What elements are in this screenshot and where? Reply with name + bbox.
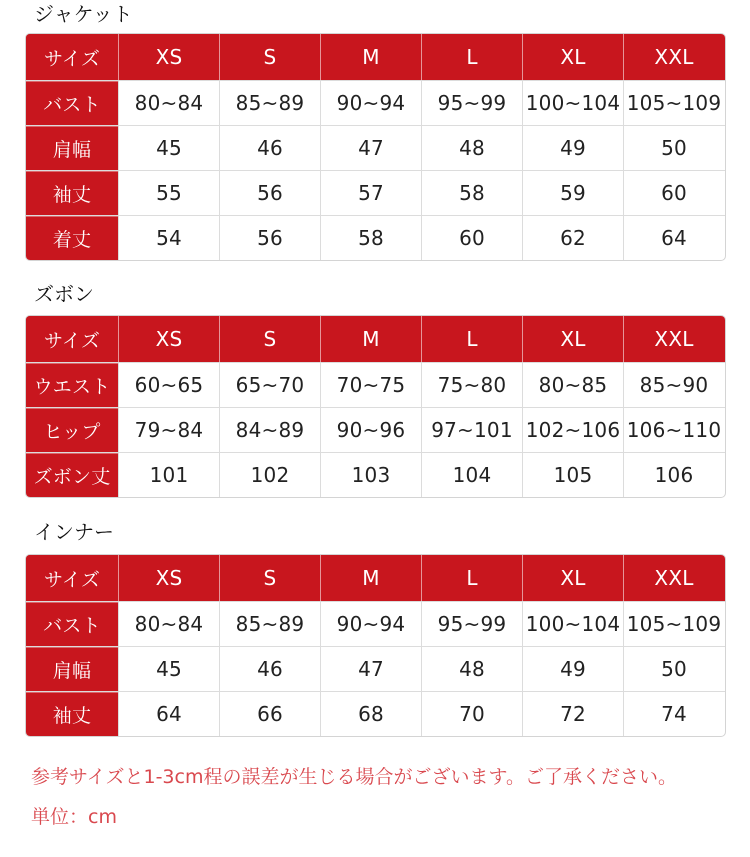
- table-cell: 79~84: [118, 408, 219, 452]
- row-label: 着丈: [26, 216, 118, 260]
- header-label: サイズ: [26, 316, 118, 362]
- table-cell: 90~94: [320, 81, 421, 125]
- table-cell: 72: [522, 692, 623, 736]
- section-title-pants: ズボン: [34, 282, 94, 306]
- header-size: XXL: [623, 316, 724, 362]
- table-row: [26, 170, 725, 215]
- table-cell: 46: [219, 647, 320, 691]
- header-size: XS: [118, 316, 219, 362]
- header-size: XS: [118, 34, 219, 80]
- size-disclaimer-note: 参考サイズと1-3cm程の誤差が生じる場合がございます。ご了承ください。: [31, 766, 677, 788]
- size-table-pants: [25, 315, 726, 498]
- row-label: 袖丈: [26, 171, 118, 215]
- row-label: バスト: [26, 81, 118, 125]
- table-cell: 102~106: [522, 408, 623, 452]
- table-cell: 95~99: [421, 602, 522, 646]
- header-size: XL: [522, 316, 623, 362]
- header-size: S: [219, 34, 320, 80]
- table-cell: 75~80: [421, 363, 522, 407]
- row-label: ズボン丈: [26, 453, 118, 497]
- table-cell: 60~65: [118, 363, 219, 407]
- table-row: [26, 452, 725, 497]
- table-cell: 80~84: [118, 602, 219, 646]
- header-size: XL: [522, 34, 623, 80]
- table-cell: 85~89: [219, 81, 320, 125]
- header-size: S: [219, 555, 320, 601]
- table-row: [26, 80, 725, 125]
- table-cell: 105~109: [623, 81, 724, 125]
- header-size: M: [320, 555, 421, 601]
- row-label: 袖丈: [26, 692, 118, 736]
- table-cell: 49: [522, 647, 623, 691]
- table-cell: 102: [219, 453, 320, 497]
- header-label: サイズ: [26, 34, 118, 80]
- table-cell: 106: [623, 453, 724, 497]
- header-size: M: [320, 316, 421, 362]
- row-label: ヒップ: [26, 408, 118, 452]
- size-table-inner: [25, 554, 726, 737]
- table-cell: 50: [623, 126, 724, 170]
- table-row: [26, 362, 725, 407]
- table-cell: 45: [118, 126, 219, 170]
- table-row: [26, 646, 725, 691]
- header-size: M: [320, 34, 421, 80]
- header-size: XL: [522, 555, 623, 601]
- table-cell: 66: [219, 692, 320, 736]
- unit-note: 単位：cm: [31, 806, 117, 828]
- table-cell: 105~109: [623, 602, 724, 646]
- table-cell: 56: [219, 216, 320, 260]
- table-cell: 56: [219, 171, 320, 215]
- table-cell: 74: [623, 692, 724, 736]
- table-cell: 70~75: [320, 363, 421, 407]
- row-label: ウエスト: [26, 363, 118, 407]
- row-label: 肩幅: [26, 126, 118, 170]
- table-cell: 64: [118, 692, 219, 736]
- table-cell: 64: [623, 216, 724, 260]
- table-cell: 48: [421, 647, 522, 691]
- section-title-jacket: ジャケット: [34, 2, 133, 26]
- table-cell: 68: [320, 692, 421, 736]
- header-size: L: [421, 34, 522, 80]
- row-label: 肩幅: [26, 647, 118, 691]
- table-cell: 60: [421, 216, 522, 260]
- table-cell: 103: [320, 453, 421, 497]
- table-cell: 105: [522, 453, 623, 497]
- table-cell: 48: [421, 126, 522, 170]
- table-cell: 104: [421, 453, 522, 497]
- table-cell: 59: [522, 171, 623, 215]
- table-cell: 90~94: [320, 602, 421, 646]
- table-row: [26, 601, 725, 646]
- table-cell: 58: [421, 171, 522, 215]
- table-cell: 50: [623, 647, 724, 691]
- table-row: [26, 407, 725, 452]
- header-size: XS: [118, 555, 219, 601]
- table-row: [26, 125, 725, 170]
- table-row: [26, 215, 725, 260]
- table-cell: 100~104: [522, 602, 623, 646]
- header-size: L: [421, 555, 522, 601]
- table-cell: 47: [320, 647, 421, 691]
- section-title-inner: インナー: [34, 520, 114, 544]
- table-cell: 101: [118, 453, 219, 497]
- table-cell: 84~89: [219, 408, 320, 452]
- table-cell: 106~110: [623, 408, 724, 452]
- table-cell: 46: [219, 126, 320, 170]
- table-header-row: [26, 555, 725, 601]
- table-cell: 85~90: [623, 363, 724, 407]
- table-cell: 95~99: [421, 81, 522, 125]
- header-size: XXL: [623, 555, 724, 601]
- header-size: S: [219, 316, 320, 362]
- table-cell: 62: [522, 216, 623, 260]
- header-size: L: [421, 316, 522, 362]
- size-table-jacket: [25, 33, 726, 261]
- table-cell: 54: [118, 216, 219, 260]
- table-header-row: [26, 316, 725, 362]
- table-cell: 47: [320, 126, 421, 170]
- table-cell: 80~85: [522, 363, 623, 407]
- table-cell: 60: [623, 171, 724, 215]
- table-cell: 100~104: [522, 81, 623, 125]
- table-header-row: [26, 34, 725, 80]
- table-cell: 57: [320, 171, 421, 215]
- table-cell: 70: [421, 692, 522, 736]
- table-cell: 49: [522, 126, 623, 170]
- table-row: [26, 691, 725, 736]
- table-cell: 45: [118, 647, 219, 691]
- table-cell: 58: [320, 216, 421, 260]
- table-cell: 55: [118, 171, 219, 215]
- table-cell: 90~96: [320, 408, 421, 452]
- table-cell: 80~84: [118, 81, 219, 125]
- table-cell: 85~89: [219, 602, 320, 646]
- header-size: XXL: [623, 34, 724, 80]
- table-cell: 97~101: [421, 408, 522, 452]
- table-cell: 65~70: [219, 363, 320, 407]
- header-label: サイズ: [26, 555, 118, 601]
- row-label: バスト: [26, 602, 118, 646]
